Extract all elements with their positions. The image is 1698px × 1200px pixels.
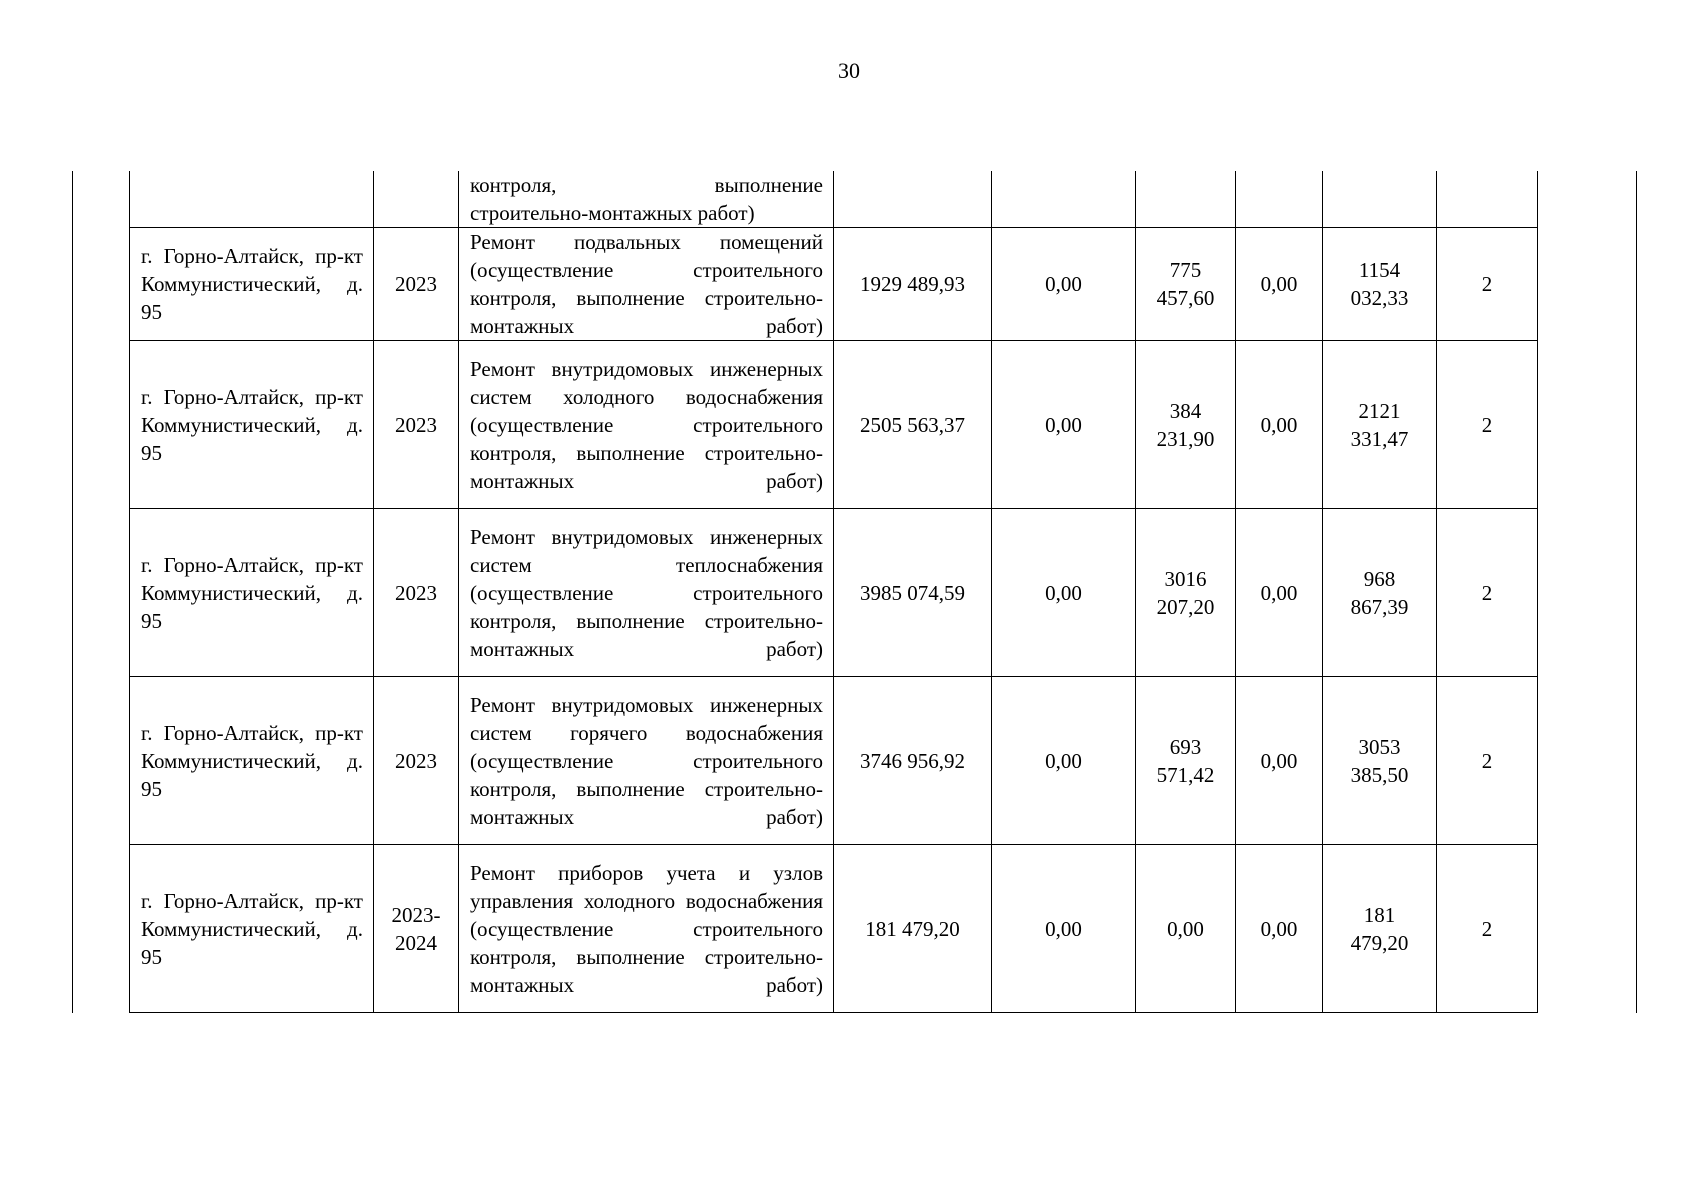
- amount-text: 0,00: [1045, 272, 1082, 296]
- amount-cell: [1136, 509, 1236, 677]
- work-line: контроля, выполнение: [470, 173, 823, 197]
- total-cell: [834, 845, 992, 1013]
- total-text: 2505 563,37: [860, 412, 965, 437]
- amount-cell: [1236, 341, 1323, 509]
- table-row: [73, 341, 1637, 509]
- amount-text: 3016 207,20: [1156, 566, 1215, 619]
- amount-cell: [992, 845, 1136, 1013]
- priority-cell: [1437, 509, 1538, 677]
- works-table: [72, 171, 1637, 1013]
- amount-text: 0,00: [1167, 916, 1204, 941]
- page-number: 30: [838, 58, 860, 83]
- year-text: 2023-2024: [391, 902, 441, 955]
- amount-cell: [992, 228, 1136, 341]
- amount-text: 0,00: [1260, 748, 1298, 773]
- empty-cell: [1538, 171, 1637, 1013]
- total-text: 3985 074,59: [860, 580, 965, 605]
- address-text: г. Горно-Алтайск, пр-кт Коммунистический, д. 95: [141, 384, 363, 465]
- year-text: 2023: [395, 580, 437, 605]
- work-description-cell: [459, 171, 834, 228]
- amount-text: 0,00: [1260, 412, 1298, 437]
- priority-cell: [1437, 341, 1538, 509]
- amount-text: 0,00: [1045, 580, 1082, 605]
- amount-text: 968 867,39: [1350, 566, 1409, 619]
- total-cell: [834, 677, 992, 845]
- amount-text: 0,00: [1260, 916, 1298, 941]
- amount-cell: [1323, 677, 1437, 845]
- priority-cell: [1437, 677, 1538, 845]
- priority-cell: [1437, 845, 1538, 1013]
- amount-text: 1154 032,33: [1350, 258, 1409, 310]
- priority-cell: [1437, 228, 1538, 341]
- amount-cell: [992, 341, 1136, 509]
- total-text: 1929 489,93: [860, 272, 965, 296]
- work-description-text: Ремонт внутридомовых инженерных систем холодного водоснабжения (осуществление строительного контроля, выполнение строительно-монтажных работ): [470, 356, 823, 493]
- amount-cell: [1136, 228, 1236, 341]
- year-cell: [374, 677, 459, 845]
- year-cell: [374, 509, 459, 677]
- amount-cell: [1323, 341, 1437, 509]
- continuation-row: [73, 171, 1637, 228]
- work-line: строительно-монтажных работ): [470, 201, 755, 225]
- work-description-cell: [459, 677, 834, 845]
- total-cell: [834, 228, 992, 341]
- amount-text: 3053 385,50: [1350, 734, 1409, 787]
- amount-text: 181 479,20: [1350, 902, 1409, 955]
- amount-cell: [1323, 171, 1437, 228]
- amount-cell: [992, 677, 1136, 845]
- total-text: 3746 956,92: [860, 748, 965, 773]
- year-cell: [374, 171, 459, 228]
- priority-text: 2: [1481, 272, 1493, 296]
- amount-cell: [1136, 845, 1236, 1013]
- amount-text: 0,00: [1045, 412, 1082, 437]
- address-text: г. Горно-Алтайск, пр-кт Коммунистический, д. 95: [141, 720, 363, 801]
- amount-cell: [1323, 509, 1437, 677]
- work-description-text: Ремонт внутридомовых инженерных систем теплоснабжения (осуществление строительного контроля, выполнение строительно-монтажных работ): [470, 524, 823, 661]
- total-cell: [834, 341, 992, 509]
- amount-text: 775 457,60: [1156, 258, 1215, 310]
- work-description-text: Ремонт приборов учета и узлов управления холодного водоснабжения (осуществление строительного контроля, выполнение строительно-монтажных работ): [470, 860, 823, 997]
- address-cell: [130, 677, 374, 845]
- priority-text: 2: [1481, 916, 1493, 941]
- total-cell: [834, 509, 992, 677]
- address-cell: [130, 845, 374, 1013]
- priority-text: 2: [1481, 580, 1493, 605]
- address-cell: [130, 341, 374, 509]
- amount-cell: [992, 509, 1136, 677]
- address-text: г. Горно-Алтайск, пр-кт Коммунистический, д. 95: [141, 552, 363, 633]
- amount-text: 0,00: [1045, 748, 1082, 773]
- priority-cell: [1437, 171, 1538, 228]
- amount-text: 0,00: [1260, 580, 1298, 605]
- amount-cell: [1236, 228, 1323, 341]
- empty-cell: [73, 171, 130, 1013]
- work-description-cell: [459, 845, 834, 1013]
- amount-text: 0,00: [1045, 916, 1082, 941]
- total-cell: [834, 171, 992, 228]
- work-description-text: Ремонт подвальных помещений (осуществление строительного контроля, выполнение строительно-монтажных работ): [470, 230, 823, 338]
- work-description-cell: [459, 509, 834, 677]
- table-row: [73, 509, 1637, 677]
- amount-cell: [1323, 845, 1437, 1013]
- table-row: [73, 228, 1637, 341]
- work-description-text: Ремонт внутридомовых инженерных систем горячего водоснабжения (осуществление строительного контроля, выполнение строительно-монтажных работ): [470, 692, 823, 829]
- amount-cell: [1236, 171, 1323, 228]
- year-cell: [374, 228, 459, 341]
- amount-cell: [1323, 228, 1437, 341]
- address-cell: [130, 509, 374, 677]
- amount-text: 693 571,42: [1156, 734, 1215, 787]
- works-table-container: [72, 171, 1636, 1013]
- address-text: г. Горно-Алтайск, пр-кт Коммунистический, д. 95: [141, 888, 363, 969]
- table-row: [73, 677, 1637, 845]
- amount-cell: [1136, 171, 1236, 228]
- work-description-cell: [459, 228, 834, 341]
- year-text: 2023: [395, 748, 437, 773]
- total-text: 181 479,20: [865, 916, 960, 941]
- amount-text: 384 231,90: [1156, 398, 1215, 451]
- year-text: 2023: [395, 412, 437, 437]
- address-text: г. Горно-Алтайск, пр-кт Коммунистический, д. 95: [141, 244, 363, 324]
- address-cell: [130, 171, 374, 228]
- amount-text: 2121 331,47: [1350, 398, 1409, 451]
- amount-cell: [992, 171, 1136, 228]
- year-cell: [374, 845, 459, 1013]
- amount-cell: [1136, 341, 1236, 509]
- amount-text: 0,00: [1260, 272, 1298, 296]
- work-description-cell: [459, 341, 834, 509]
- amount-cell: [1236, 845, 1323, 1013]
- year-cell: [374, 341, 459, 509]
- amount-cell: [1236, 677, 1323, 845]
- table-row: [73, 845, 1637, 1013]
- year-text: 2023: [395, 272, 437, 296]
- address-cell: [130, 228, 374, 341]
- amount-cell: [1136, 677, 1236, 845]
- amount-cell: [1236, 509, 1323, 677]
- priority-text: 2: [1481, 412, 1493, 437]
- priority-text: 2: [1481, 748, 1493, 773]
